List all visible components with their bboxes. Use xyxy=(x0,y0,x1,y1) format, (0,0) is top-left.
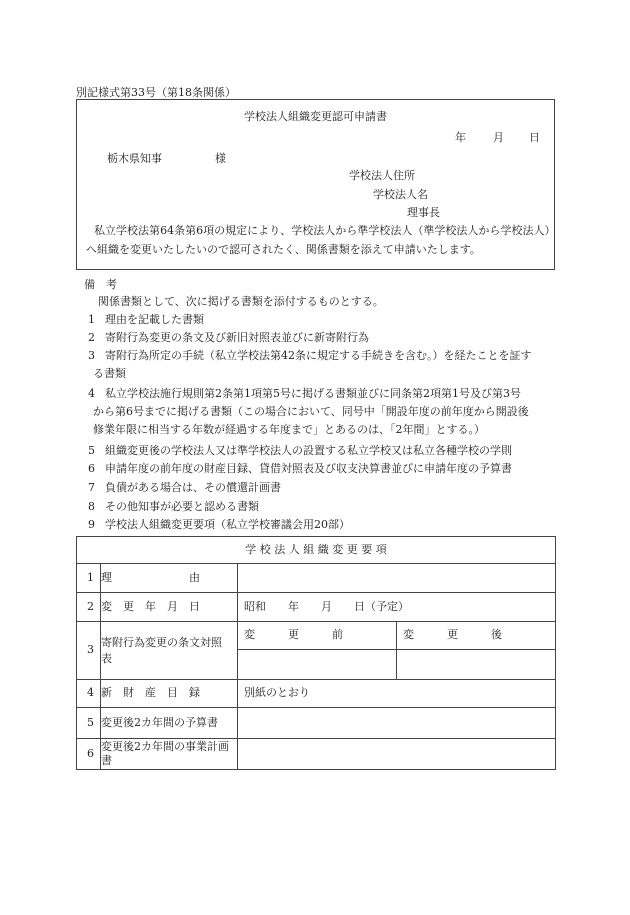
item-text: 寄附行為変更の条文及び新旧対照表並びに新寄附行為 xyxy=(105,331,369,344)
table-row xyxy=(77,622,556,650)
row-number: 6 xyxy=(77,739,101,770)
item-number: 9 xyxy=(88,518,95,531)
item-text: その他知事が必要と認める書類 xyxy=(105,500,259,513)
form-label: 別記様式第33号（第18条関係） xyxy=(76,86,236,99)
remarks-heading: 備 考 xyxy=(84,278,117,291)
item-text-continued: 修業年限に相当する年数が経過する年度まで」とあるのは、「2年間」とする。） xyxy=(93,423,485,436)
list-item xyxy=(88,387,556,441)
row-number: 5 xyxy=(77,708,101,739)
row-value xyxy=(238,739,556,770)
table-row xyxy=(77,593,556,622)
item-number: 7 xyxy=(88,481,95,494)
row-label: 寄附行為変更の条文対照表 xyxy=(101,622,238,680)
list-item xyxy=(88,349,556,385)
row-number: 4 xyxy=(77,680,101,708)
row-value: 別紙のとおり xyxy=(238,680,556,708)
row-label: 変 更 年 月 日 xyxy=(101,593,238,622)
change-before-header: 変 更 前 xyxy=(238,622,397,650)
date-day: 日 xyxy=(529,131,540,144)
row-label: 理 由 xyxy=(101,564,238,593)
row-value: 昭和 年 月 日（予定） xyxy=(238,593,556,622)
item-number: 8 xyxy=(88,500,95,513)
table-row xyxy=(77,708,556,739)
row-number: 3 xyxy=(77,622,101,680)
item-number: 6 xyxy=(88,462,95,475)
item-text: 負債がある場合は、その償還計画書 xyxy=(105,481,281,494)
change-after-cell xyxy=(397,650,556,680)
applicant-address: 学校法人住所 xyxy=(349,169,415,182)
item-text: 組織変更後の学校法人又は準学校法人の設置する私立学校又は私立各種学校の学則 xyxy=(105,444,512,457)
honorific: 様 xyxy=(215,152,226,165)
table-row xyxy=(77,564,556,593)
table-title-row xyxy=(77,537,556,564)
table-title: 学 校 法 人 組 織 変 更 要 項 xyxy=(77,537,556,564)
item-text: 寄附行為所定の手続（私立学校法第42条に規定する手続きを含む。）を経たことを証す xyxy=(105,349,532,362)
application-title: 学校法人組織変更認可申請書 xyxy=(244,110,387,123)
item-text: 申請年度の前年度の財産目録、貸借対照表及び収支決算書並びに申請年度の予算書 xyxy=(105,462,512,475)
table-row xyxy=(77,680,556,708)
row-number: 2 xyxy=(77,593,101,622)
addressee: 栃木県知事 xyxy=(107,152,162,165)
row-value xyxy=(238,708,556,739)
item-number: 1 xyxy=(88,313,95,326)
item-text-continued: から第6号までに掲げる書類（この場合において、同号中「開設年度の前年度から開設後 xyxy=(93,405,529,418)
row-label: 変更後2カ年間の予算書 xyxy=(101,708,238,739)
change-after-header: 変 更 後 xyxy=(397,622,556,650)
date-year: 年 xyxy=(455,131,466,144)
table-row xyxy=(77,739,556,770)
item-text: 理由を記載した書類 xyxy=(105,313,204,326)
item-number: 2 xyxy=(88,331,95,344)
items-table xyxy=(76,536,556,770)
applicant-name: 学校法人名 xyxy=(373,188,428,201)
remarks-intro: 関係書類として、次に掲げる書類を添付するものとする。 xyxy=(98,295,384,308)
row-label: 新 財 産 目 録 xyxy=(101,680,238,708)
date-month: 月 xyxy=(493,131,504,144)
application-body: 私立学校法第64条第6項の規定により、学校法人から準学校法人（準学校法人から学校法人）へ組織を変更いたしたいので認可されたく、関係書類を添えて申請いたします。 xyxy=(86,224,550,256)
row-number: 1 xyxy=(77,564,101,593)
application-box xyxy=(76,99,555,270)
applicant-director: 理事長 xyxy=(407,206,440,219)
row-label: 変更後2カ年間の事業計画書 xyxy=(101,739,238,770)
item-text: 私立学校法施行規則第2条第1項第5号に掲げる書類並びに同条第2項第1号及び第3号 xyxy=(105,387,521,400)
item-number: 3 xyxy=(88,349,95,362)
item-text: 学校法人組織変更要項（私立学校審議会用20部） xyxy=(105,518,350,531)
row-value xyxy=(238,564,556,593)
item-text-continued: る書類 xyxy=(93,367,126,380)
change-before-cell xyxy=(238,650,397,680)
item-number: 5 xyxy=(88,444,95,457)
item-number: 4 xyxy=(88,387,95,400)
